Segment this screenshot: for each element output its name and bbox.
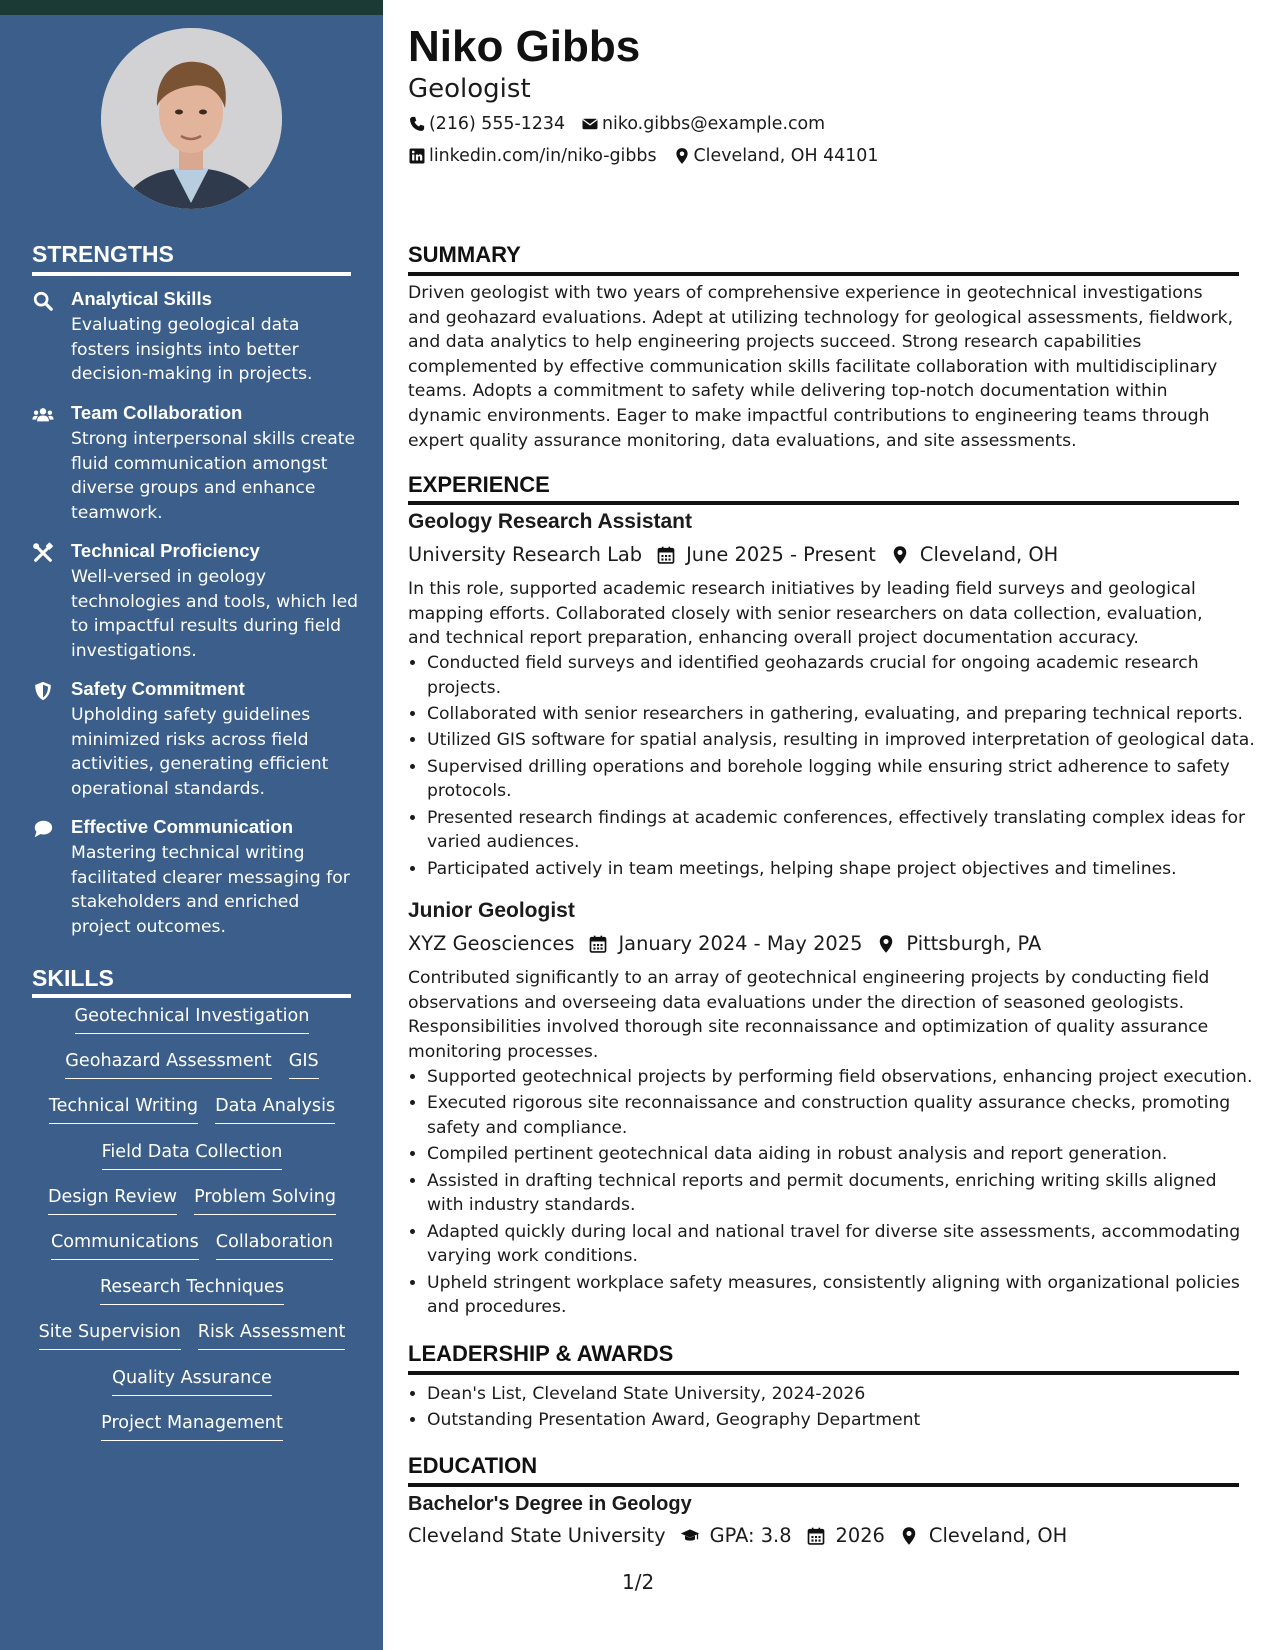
skills-list	[32, 1006, 352, 1458]
graduation-cap-icon	[680, 1526, 700, 1546]
bullet-item: • Supervised drilling operations and borehole logging while ensuring strict adherence to safety protocols.	[427, 755, 1258, 804]
education-title: EDUCATION	[408, 1453, 538, 1478]
strength-title: Technical Proficiency	[71, 540, 260, 561]
experience-divider	[408, 501, 1239, 505]
contact-row	[408, 146, 878, 166]
school-location: Cleveland, OH	[928, 1524, 1068, 1547]
map-pin-icon	[673, 147, 691, 165]
skill-tag: Geotechnical Investigation	[75, 1006, 310, 1034]
phone-contact	[408, 114, 565, 134]
profile-photo	[101, 28, 282, 209]
skill-tag: GIS	[289, 1051, 319, 1079]
skill-tag: Geohazard Assessment	[65, 1051, 271, 1079]
job-description: Contributed significantly to an array of geotechnical engineering projects by conducting field observations and overseeing data evaluations under the direction of seasoned geologists. Responsibilities involved thorough site reconnaissance and optimization of quality assurance monitoring processes.	[408, 968, 1210, 1062]
strength-title: Safety Commitment	[71, 678, 245, 699]
strength-title: Effective Communication	[71, 816, 294, 837]
users-icon	[32, 404, 54, 426]
skill-tag: Data Analysis	[215, 1096, 335, 1124]
bullet-item: • Compiled pertinent geotechnical data aiding in robust analysis and report generation.	[427, 1142, 1258, 1167]
job-location: Cleveland, OH	[919, 543, 1059, 566]
map-pin-icon	[876, 934, 896, 954]
tools-icon	[32, 542, 54, 564]
award-item: • Dean's List, Cleveland State University, 2024-2026	[427, 1382, 1258, 1407]
job-role: Geology Research Assistant	[408, 510, 692, 533]
skill-row	[32, 1322, 352, 1367]
strengths-title: STRENGTHS	[32, 241, 174, 267]
email-address[interactable]: niko.gibbs@example.com	[602, 114, 826, 134]
shield-icon	[32, 680, 54, 702]
bullet-item: • Assisted in drafting technical reports and permit documents, enriching writing skills aligned with industry standards.	[427, 1169, 1258, 1218]
skill-tag: Field Data Collection	[102, 1142, 283, 1170]
skill-tag: Site Supervision	[39, 1322, 181, 1350]
leadership-divider	[408, 1371, 1239, 1375]
summary-title: SUMMARY	[408, 242, 521, 267]
linkedin-icon	[408, 147, 426, 165]
job-meta	[408, 932, 1041, 955]
profile-photo-illustration	[101, 28, 282, 209]
skill-tag: Problem Solving	[194, 1187, 336, 1215]
skill-tag: Technical Writing	[49, 1096, 198, 1124]
map-pin-icon	[890, 545, 910, 565]
skill-tag: Risk Assessment	[198, 1322, 346, 1350]
skill-row	[32, 1142, 352, 1187]
skill-row	[32, 1232, 352, 1277]
bullet-item: • Conducted field surveys and identified geohazards crucial for ongoing academic research projects.	[427, 651, 1258, 700]
candidate-name: Niko Gibbs	[408, 22, 641, 71]
graduation-year: 2026	[835, 1524, 885, 1547]
award-item: • Outstanding Presentation Award, Geography Department	[427, 1408, 1258, 1433]
contact-row	[408, 114, 825, 134]
strength-title: Analytical Skills	[71, 288, 212, 309]
skill-row	[32, 1051, 352, 1096]
strength-description: Strong interpersonal skills create fluid communication amongst diverse groups and enhance teamwork.	[71, 429, 356, 523]
bullet-item: • Supported geotechnical projects by performing field observations, enhancing project execution.	[427, 1065, 1258, 1090]
summary-text: Driven geologist with two years of comprehensive experience in geotechnical investigations and geohazard evaluations. Adept at utilizing technology for geological assessments, fieldwork, and data analytics to help engineering projects succeed. Strong research capabilities complemented by effective communication skills facilitate collaboration with multidisciplinary teams. Adopts a commitment to safety while delivering top-notch documentation within dynamic environments. Eager to make impactful contributions to engineering teams through expert quality assurance monitoring, data evaluations, and site assessments.	[408, 283, 1234, 451]
experience-title: EXPERIENCE	[408, 472, 550, 497]
job-role: Junior Geologist	[408, 899, 575, 922]
degree-title: Bachelor's Degree in Geology	[408, 1493, 692, 1515]
skill-row	[32, 1006, 352, 1051]
skill-row	[32, 1096, 352, 1141]
strength-title: Team Collaboration	[71, 402, 243, 423]
strength-description: Mastering technical writing facilitated clearer messaging for stakeholders and enriched project outcomes.	[71, 843, 350, 937]
skill-row	[32, 1187, 352, 1232]
candidate-title: Geologist	[408, 74, 531, 104]
job-meta	[408, 543, 1058, 566]
calendar-icon	[806, 1526, 826, 1546]
calendar-icon	[588, 934, 608, 954]
skill-tag: Quality Assurance	[112, 1368, 272, 1396]
job-bullets	[408, 651, 1258, 883]
bullet-item: • Executed rigorous site reconnaissance and construction quality assurance checks, promoting safety and compliance.	[427, 1091, 1258, 1140]
bullet-item: • Upheld stringent workplace safety measures, consistently aligning with organizational policies and procedures.	[427, 1271, 1258, 1320]
map-pin-icon	[899, 1526, 919, 1546]
job-dates: June 2025 - Present	[686, 543, 876, 566]
skill-tag: Design Review	[48, 1187, 177, 1215]
strength-description: Evaluating geological data fosters insights into better decision-making in projects.	[71, 315, 313, 384]
linkedin-contact[interactable]	[408, 146, 657, 166]
top-accent-bar	[0, 0, 383, 15]
skills-title: SKILLS	[32, 965, 114, 991]
calendar-icon	[656, 545, 676, 565]
strength-description: Upholding safety guidelines minimized risks across field activities, generating efficient operational standards.	[71, 705, 329, 799]
strength-description: Well-versed in geology technologies and tools, which led to impactful results during field investigations.	[71, 567, 359, 661]
bullet-item: • Participated actively in team meetings, helping shape project objectives and timelines.	[427, 857, 1258, 882]
skill-row	[32, 1368, 352, 1413]
envelope-icon	[581, 115, 599, 133]
search-icon	[32, 290, 54, 312]
skill-tag: Communications	[51, 1232, 199, 1260]
skill-tag: Research Techniques	[100, 1277, 284, 1305]
summary-divider	[408, 272, 1239, 276]
phone-number: (216) 555-1234	[429, 114, 566, 134]
location-text: Cleveland, OH 44101	[693, 146, 879, 166]
education-divider	[408, 1483, 1239, 1487]
linkedin-url[interactable]: linkedin.com/in/niko-gibbs	[429, 146, 657, 166]
school-name: Cleveland State University	[408, 1524, 666, 1547]
location-contact	[673, 146, 879, 166]
skill-tag: Collaboration	[216, 1232, 333, 1260]
education-meta	[408, 1524, 1067, 1547]
skill-tag: Project Management	[101, 1413, 283, 1441]
email-contact[interactable]	[581, 114, 825, 134]
bullet-item: • Collaborated with senior researchers in gathering, evaluating, and preparing technical reports.	[427, 702, 1258, 727]
bullet-item: • Utilized GIS software for spatial analysis, resulting in improved interpretation of geological data.	[427, 728, 1258, 753]
job-company: University Research Lab	[408, 543, 643, 566]
job-location: Pittsburgh, PA	[906, 932, 1042, 955]
sidebar	[0, 0, 383, 1650]
strengths-divider	[32, 272, 351, 276]
job-bullets	[408, 1065, 1258, 1322]
leadership-title: LEADERSHIP & AWARDS	[408, 1341, 674, 1366]
job-company: XYZ Geosciences	[408, 932, 575, 955]
skill-row	[32, 1413, 352, 1458]
bullet-item: • Presented research findings at academic conferences, effectively translating complex ideas for varied audiences.	[427, 806, 1258, 855]
phone-icon	[408, 115, 426, 133]
job-description: In this role, supported academic research initiatives by leading field surveys and geological mapping efforts. Collaborated closely with senior researchers on data collection, evaluation, and technical report preparation, enhancing overall project documentation accuracy.	[408, 579, 1203, 649]
gpa-text: GPA: 3.8	[709, 1524, 792, 1547]
job-dates: January 2024 - May 2025	[618, 932, 863, 955]
leadership-list	[408, 1382, 1258, 1435]
skill-row	[32, 1277, 352, 1322]
bullet-item: • Adapted quickly during local and national travel for diverse site assessments, accommodating varying work conditions.	[427, 1220, 1258, 1269]
speech-bubble-icon	[32, 818, 54, 840]
page-number: 1/2	[622, 1570, 655, 1594]
skills-divider	[32, 994, 351, 998]
